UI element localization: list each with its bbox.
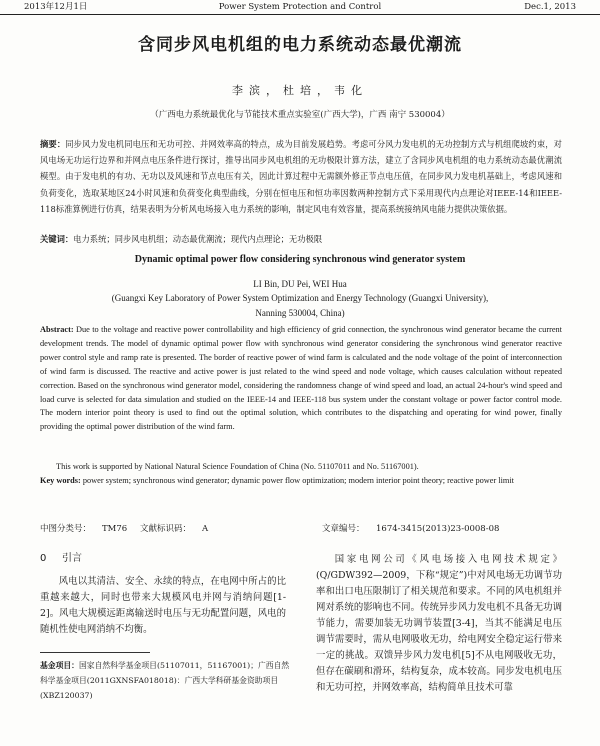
paper-title-en: Dynamic optimal power flow considering synchronous wind generator system	[134, 254, 466, 265]
abstract-en-text: Due to the voltage and reactive power controllability and high efficiency of grid connection, the synchronous wind generator became the current development trends. The model of dynamic optimal power flow with synchronous wind generator considering the synchronous wind generator reactive power control style and ramp rate is presented. The border of reactive power of wind farm is calculated and the node voltage of the point of interconnection of wind farm is discussed. The reactive and active power is just related to the wind speed and node voltage, which causes calculation without repeated correction. Based on the synchronous wind generator model, considering the randomness change of wind speed and load, an actual 24-hour's wind speed and load curve is selected for data simulation and studied on the IEEE-14 and IEEE-118 bus system under the constant voltage or power factor control mode. The modern interior point theory is used to find out the optimal solution, which contributes to the dispatching and operating for wind power, finally providing the optimal power distribution of the wind farm.	[40, 325, 562, 432]
keywords-cn-text: 电力系统；同步风电机组；动态最优潮流；现代内点理论；无功极限	[73, 234, 323, 244]
abstract-cn-label: 摘要：	[40, 139, 66, 149]
funding-footnote	[40, 658, 290, 703]
issue-date-cn: 2013年12月1日	[24, 2, 88, 12]
footnote-divider	[40, 652, 150, 653]
funding-statement-en: This work is supported by National Natural Science Foundation of China (No. 51107011 and No. 51167001).	[56, 462, 419, 471]
paper-title-cn: 含同步风电机组的电力系统动态最优潮流	[138, 35, 462, 55]
authors-en: LI Bin, DU Pei, WEI Hua	[253, 279, 347, 289]
keywords-en-text: power system; synchronous wind generator; dynamic power flow optimization; modern interior point theory; reactive power limit	[82, 476, 514, 485]
abstract-cn	[40, 136, 562, 217]
intro-paragraph-left: 风电以其清洁、安全、永续的特点，在电网中所占的比重越来越大，同时也带来大规模风电并网与消纳问题[1-2]。风电大规模远距离输送时电压与无功配置问题，风电的随机性使电网消纳不均衡。	[40, 576, 286, 635]
article-no-label: 文章编号：	[322, 524, 365, 534]
running-header	[0, 0, 600, 15]
abstract-en	[40, 323, 562, 434]
body-column-right	[316, 552, 562, 696]
clc-label: 中图分类号：	[40, 524, 92, 534]
intro-paragraph-right: 国家电网公司《风电场接入电网技术规定》(Q/GDW392—2009，下称“规定”)中对风电场无功调节功率和出口电压限制订了相关规范和要求。不同的风电机组并网对系统的影响也不同。传统异步风力发电机不具备无功调节能力，需要加装无功调节装置[3-4]，当其不能满足电压调节需要时，需从电网吸收无功，给电网安全稳定运行带来一定的挑战。双馈异步风力发电机[5]不从电网吸收无功，但存在碳刷和滑环，结构复杂，成本较高。同步发电机电压和无功可控，并网效率高，结构简单且技术可靠	[316, 554, 562, 693]
keywords-en-label: Key words:	[40, 476, 81, 485]
affiliation-en: (Guangxi Key Laboratory of Power System Optimization and Energy Technology (Guangxi University),	[111, 293, 489, 303]
footnote-text: 国家自然科学基金项目(51107011，51167001)；广西自然科学基金项目(2011GXNSFA018018)：广西大学科研基金资助项目(XBZ120037)	[40, 661, 290, 700]
keywords-en	[40, 474, 562, 488]
journal-name: Power System Protection and Control	[218, 2, 382, 12]
section-number: 0	[40, 553, 47, 564]
doc-code-value: A	[202, 524, 209, 534]
section-heading	[40, 552, 286, 566]
keywords-cn	[40, 232, 562, 246]
article-no-value: 1674-3415(2013)23-0008-08	[376, 524, 500, 534]
clc-value: TM76	[102, 524, 128, 534]
abstract-cn-text: 同步风力发电机同电压和无功可控、并网效率高的特点，成为目前发展趋势。考虑可分风力发电机的无功控制方式与机组爬坡约束，对风电场无功运行边界和并网点电压条件进行探讨，推导出同步风电机组的无功极限计算方法，建立了含同步风电机组的电力系统动态最优潮流模型。由于发电机的有功、无功以及风速和节点电压有关，因此计算过程中无需额外修正节点电压值，在同步风力发电机基础上，考虑风速和负荷变化，选取某地区24小时风速和负荷变化典型曲线，分别在恒电压和恒功率因数两种控制方式下采用现代内点理论对IEEE-14和IEEE-118标准算例进行仿真，结果表明为分析风电场接入电力系统的影响，制定风电有效容量，提高系统接纳风电能力提供决策依据。	[40, 139, 562, 214]
section-title: 引言	[62, 553, 82, 564]
doc-code-label: 文献标识码：	[140, 524, 192, 534]
body-column-left	[40, 552, 286, 638]
classification-row	[40, 522, 562, 536]
keywords-cn-label: 关键词：	[40, 234, 74, 244]
authors-cn: 李滨，杜培，韦化	[232, 84, 368, 97]
affiliation-en-city: Nanning 530004, China)	[255, 308, 345, 318]
footnote-label: 基金项目：	[40, 661, 79, 670]
issue-date-en: Dec.1, 2013	[524, 2, 576, 12]
affiliation-cn: （广西电力系统最优化与节能技术重点实验室(广西大学)，广西 南宁 530004）	[150, 110, 450, 120]
abstract-en-label: Abstract:	[40, 325, 74, 334]
